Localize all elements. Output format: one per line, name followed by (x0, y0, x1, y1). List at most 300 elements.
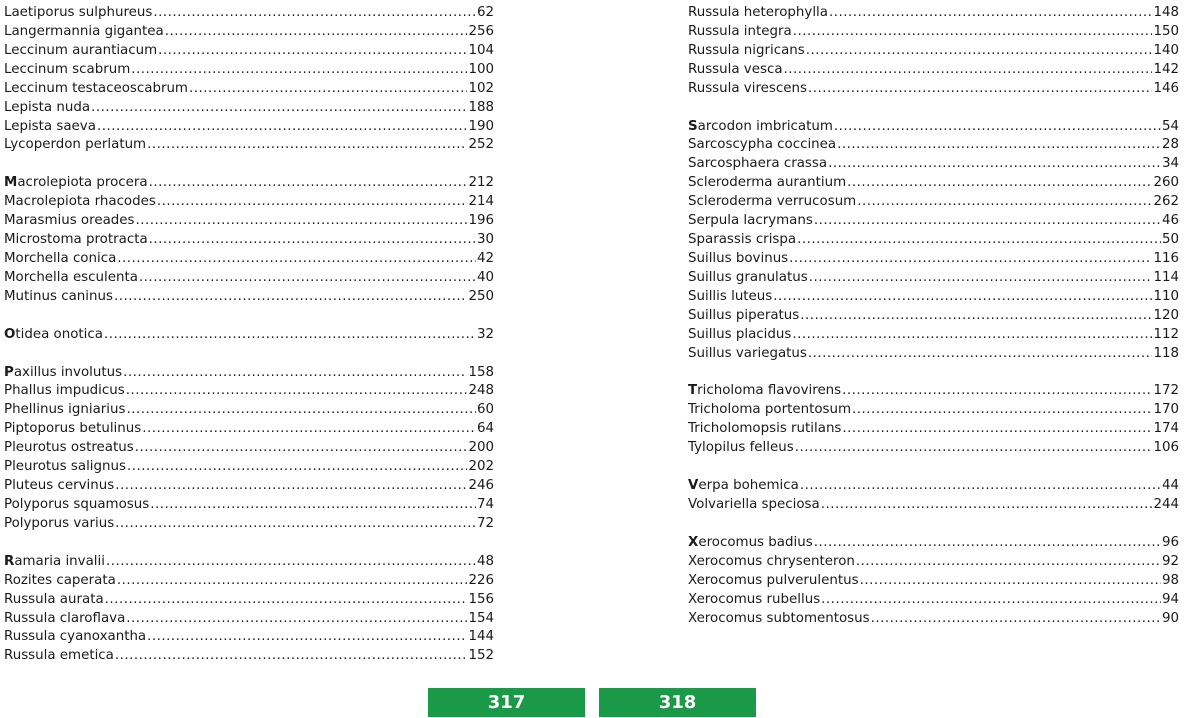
page-reference: 262 (1153, 194, 1179, 210)
page-reference: 248 (468, 383, 494, 399)
page-reference: 114 (1153, 269, 1179, 285)
page-reference: 226 (468, 572, 494, 588)
species-name-text: Xerocomus chrysenteron (688, 553, 855, 569)
page-reference: 212 (468, 175, 494, 191)
species-name (4, 99, 90, 118)
species-name (688, 307, 799, 326)
page-reference: 214 (468, 194, 494, 210)
species-name (688, 439, 794, 458)
index-entry (4, 591, 494, 610)
index-entry (4, 269, 494, 288)
dot-leader (834, 118, 1161, 137)
index-entry (4, 610, 494, 629)
species-name-text: Langermannia gigantea (4, 23, 164, 39)
species-name-text: Xerocomus pulverulentus (688, 572, 859, 588)
page-reference: 46 (1161, 213, 1179, 229)
species-name (4, 458, 126, 477)
species-name (688, 42, 805, 61)
dot-leader (127, 458, 467, 477)
species-name (4, 250, 116, 269)
dot-leader (149, 174, 468, 193)
page-reference: 44 (1161, 478, 1179, 494)
species-name (4, 42, 157, 61)
species-name (4, 269, 138, 288)
dot-leader (114, 288, 467, 307)
page-reference: 98 (1161, 572, 1179, 588)
index-entry (4, 193, 494, 212)
species-name-text: Piptoporus betulinus (4, 421, 142, 437)
species-name (4, 401, 126, 420)
species-name (4, 23, 164, 42)
index-entry (4, 288, 494, 307)
index-entry (688, 61, 1179, 80)
species-name-text: Phellinus igniarius (4, 402, 126, 418)
species-name (4, 591, 104, 610)
dot-leader (165, 23, 468, 42)
species-name-text: Leccinum testaceoscabrum (4, 80, 188, 96)
dot-leader (871, 610, 1161, 629)
species-name (688, 288, 772, 307)
section-initial: S (688, 118, 698, 134)
dot-leader (115, 515, 476, 534)
page-reference: 250 (468, 288, 494, 304)
page-reference: 104 (468, 42, 494, 58)
species-name (4, 610, 125, 629)
species-name (688, 193, 856, 212)
page-reference: 100 (468, 61, 494, 77)
species-name (688, 477, 799, 496)
dot-leader (847, 174, 1152, 193)
group-spacer (688, 99, 1179, 118)
index-entry (688, 553, 1179, 572)
species-name-text: arcodon imbricatum (697, 118, 833, 134)
species-name-text: Leccinum scabrum (4, 61, 131, 77)
section-initial: V (688, 478, 699, 494)
species-name-text: Suillus placidus (688, 326, 792, 342)
index-entry (688, 250, 1179, 269)
page-reference: 30 (476, 232, 494, 248)
species-name (4, 174, 148, 193)
page-reference: 62 (476, 5, 494, 20)
species-name (4, 572, 116, 591)
index-entry (688, 288, 1179, 307)
page-reference: 42 (476, 250, 494, 266)
page-reference: 172 (1153, 383, 1179, 399)
page-reference: 40 (476, 269, 494, 285)
species-name-text: Mutinus caninus (4, 288, 113, 304)
species-name-text: Rozites caperata (4, 572, 116, 588)
dot-leader (157, 193, 468, 212)
index-entry (688, 4, 1179, 23)
species-name (688, 553, 855, 572)
dot-leader (136, 212, 468, 231)
index-entry (688, 382, 1179, 401)
species-name (688, 212, 813, 231)
dot-leader (105, 591, 468, 610)
dot-leader (857, 193, 1152, 212)
index-entry (4, 42, 494, 61)
species-name (688, 118, 833, 137)
dot-leader (784, 61, 1153, 80)
species-name (688, 382, 841, 401)
species-name-text: Leccinum aurantiacum (4, 42, 158, 58)
dot-leader (117, 250, 476, 269)
index-entry (4, 80, 494, 99)
index-entry (4, 4, 494, 23)
species-name-text: Marasmius oreades (4, 213, 135, 229)
species-name (4, 288, 113, 307)
species-name (688, 136, 836, 155)
species-name-text: Russula emetica (4, 648, 114, 664)
index-entry (688, 496, 1179, 515)
species-name (688, 155, 827, 174)
species-name-text: Suillus variegatus (688, 345, 807, 361)
species-name-text: Morchella conica (4, 250, 117, 266)
dot-leader (842, 420, 1152, 439)
page-reference: 246 (468, 478, 494, 494)
index-entry (4, 420, 494, 439)
species-name (688, 231, 796, 250)
index-entry (688, 345, 1179, 364)
species-name (4, 382, 125, 401)
species-name-text: Sarcoscypha coccinea (688, 137, 837, 153)
index-entry (4, 326, 494, 345)
group-spacer (688, 364, 1179, 383)
index-entry (4, 231, 494, 250)
dot-leader (809, 269, 1153, 288)
dot-leader (104, 326, 476, 345)
species-name-text: Suillus piperatus (688, 307, 800, 323)
species-name (4, 61, 130, 80)
dot-leader (153, 4, 476, 23)
species-name (688, 420, 841, 439)
species-name-text: Tylopilus felleus (688, 440, 794, 456)
page-reference: 140 (1153, 42, 1179, 58)
species-name-text: axillus involutus (13, 364, 123, 380)
page-reference: 196 (468, 213, 494, 229)
species-name-text: Sarcosphaera crassa (688, 156, 828, 172)
index-entry (688, 193, 1179, 212)
dot-leader (189, 80, 467, 99)
index-entry (4, 458, 494, 477)
page-reference: 152 (468, 648, 494, 664)
page-reference: 244 (1153, 496, 1179, 512)
group-spacer (688, 515, 1179, 534)
page-reference: 94 (1161, 591, 1179, 607)
page-reference: 96 (1161, 534, 1179, 550)
dot-leader (135, 439, 468, 458)
dot-leader (806, 42, 1153, 61)
page-reference: 150 (1153, 23, 1179, 39)
page-reference: 200 (468, 440, 494, 456)
page-reference: 170 (1153, 402, 1179, 418)
species-name (688, 4, 828, 23)
dot-leader (792, 326, 1152, 345)
species-name (4, 496, 149, 515)
page-reference: 74 (476, 496, 494, 512)
index-entry (688, 269, 1179, 288)
dot-leader (800, 307, 1152, 326)
species-name (688, 572, 859, 591)
species-name-text: Macrolepiota rhacodes (4, 194, 156, 210)
species-name (688, 250, 788, 269)
species-name-text: Tricholomopsis rutilans (688, 421, 842, 437)
dot-leader (150, 496, 476, 515)
page-reference: 120 (1153, 307, 1179, 323)
species-name-text: Xerocomus rubellus (688, 591, 821, 607)
page-reference: 144 (468, 629, 494, 645)
species-name-text: Russula aurata (4, 591, 104, 607)
species-name-text: Russula nigricans (688, 42, 805, 58)
index-entry (688, 534, 1179, 553)
page-reference: 158 (468, 364, 494, 380)
species-name-text: Xerocomus subtomentosus (688, 610, 870, 626)
page-reference: 110 (1153, 288, 1179, 304)
species-name-text: Lycoperdon perlatum (4, 137, 147, 153)
page-reference: 188 (468, 99, 494, 115)
page-reference: 256 (468, 23, 494, 39)
page-reference: 174 (1153, 421, 1179, 437)
page-number-left: 317 (428, 688, 585, 717)
dot-leader (127, 401, 476, 420)
group-spacer (4, 155, 494, 174)
page-reference: 48 (476, 553, 494, 569)
species-name (4, 647, 114, 666)
species-name (688, 80, 807, 99)
index-entry (688, 42, 1179, 61)
section-initial: R (4, 553, 15, 569)
dot-leader (837, 136, 1161, 155)
dot-leader (142, 420, 476, 439)
index-entry (4, 496, 494, 515)
species-name-text: Laetiporus sulphureus (4, 5, 153, 20)
species-name (688, 61, 783, 80)
species-name (688, 610, 870, 629)
species-name (4, 136, 146, 155)
page-reference: 146 (1153, 80, 1179, 96)
species-name (688, 345, 807, 364)
page-reference: 118 (1153, 345, 1179, 361)
index-entry (688, 231, 1179, 250)
dot-leader (797, 231, 1161, 250)
species-name-text: tidea onotica (15, 326, 103, 342)
species-name (4, 326, 103, 345)
index-entry (688, 307, 1179, 326)
species-name (4, 515, 114, 534)
dot-leader (860, 572, 1161, 591)
index-entry (688, 174, 1179, 193)
section-initial: M (4, 175, 18, 191)
dot-leader (139, 269, 476, 288)
index-entry (4, 628, 494, 647)
dot-leader (789, 250, 1152, 269)
page-reference: 54 (1161, 118, 1179, 134)
dot-leader (126, 382, 468, 401)
dot-leader (149, 231, 476, 250)
dot-leader (852, 401, 1152, 420)
group-spacer (4, 345, 494, 364)
group-spacer (688, 458, 1179, 477)
species-name-text: Russula virescens (688, 80, 807, 96)
index-entry (4, 61, 494, 80)
species-name-text: Morchella esculenta (4, 269, 138, 285)
dot-leader (808, 80, 1152, 99)
species-name-text: Polyporus varius (4, 515, 115, 531)
dot-leader (856, 553, 1161, 572)
dot-leader (795, 439, 1153, 458)
index-entry (4, 99, 494, 118)
dot-leader (821, 591, 1161, 610)
section-initial: T (688, 383, 698, 399)
index-entry (4, 572, 494, 591)
dot-leader (821, 496, 1153, 515)
index-entry (4, 382, 494, 401)
species-name-text: Suillus granulatus (688, 269, 808, 285)
index-entry (4, 118, 494, 137)
index-entry (4, 364, 494, 383)
dot-leader (773, 288, 1152, 307)
dot-leader (814, 534, 1161, 553)
species-name-text: erpa bohemica (698, 478, 799, 494)
index-entry (4, 136, 494, 155)
species-name (4, 118, 96, 137)
species-name (4, 439, 134, 458)
index-entry (688, 477, 1179, 496)
index-entry (688, 212, 1179, 231)
species-name (688, 23, 792, 42)
index-entry (688, 420, 1179, 439)
index-entry (688, 155, 1179, 174)
index-entry (4, 515, 494, 534)
page-reference: 102 (468, 80, 494, 96)
group-spacer (4, 307, 494, 326)
index-entry (4, 401, 494, 420)
species-name (4, 420, 141, 439)
species-name (4, 628, 146, 647)
page-reference: 106 (1153, 440, 1179, 456)
species-name (4, 477, 114, 496)
species-name-text: Pluteus cervinus (4, 478, 115, 494)
page-reference: 252 (468, 137, 494, 153)
species-name-text: Pleurotus ostreatus (4, 440, 134, 456)
index-entry (4, 250, 494, 269)
index-entry (688, 401, 1179, 420)
dot-leader (158, 42, 467, 61)
dot-leader (800, 477, 1161, 496)
index-entry (4, 477, 494, 496)
species-name-text: Russula claroflava (4, 610, 126, 626)
index-entry (4, 23, 494, 42)
species-name-text: Pleurotus salignus (4, 459, 126, 475)
species-name (4, 193, 156, 212)
species-name-text: Scleroderma verrucosum (688, 194, 857, 210)
page-reference: 64 (476, 421, 494, 437)
species-name (688, 591, 820, 610)
dot-leader (126, 610, 467, 629)
page-reference: 156 (468, 591, 494, 607)
group-spacer (4, 534, 494, 553)
dot-leader (97, 118, 468, 137)
species-name-text: Russula integra (688, 23, 792, 39)
page-reference: 190 (468, 118, 494, 134)
species-name (4, 80, 188, 99)
index-entry (4, 212, 494, 231)
section-initial: X (688, 534, 699, 550)
page-reference: 202 (468, 459, 494, 475)
species-name-text: Phallus impudicus (4, 383, 125, 399)
page-reference: 112 (1153, 326, 1179, 342)
index-entry (688, 572, 1179, 591)
dot-leader (123, 364, 467, 383)
dot-leader (115, 647, 468, 666)
section-initial: O (4, 326, 16, 342)
dot-leader (793, 23, 1153, 42)
species-name (688, 326, 791, 345)
page-reference: 72 (476, 515, 494, 531)
page-reference: 90 (1161, 610, 1179, 626)
dot-leader (828, 155, 1161, 174)
page-reference: 28 (1161, 137, 1179, 153)
dot-leader (147, 628, 467, 647)
page-reference: 260 (1153, 175, 1179, 191)
species-name (688, 401, 851, 420)
index-entry (688, 136, 1179, 155)
species-name-text: Suillus bovinus (688, 250, 789, 266)
index-column-right (688, 4, 1179, 628)
species-name-text: Suillis luteus (688, 288, 773, 304)
page-reference: 142 (1153, 61, 1179, 77)
species-name-text: richoloma flavovirens (697, 383, 842, 399)
species-name (688, 269, 808, 288)
species-name-text: Polyporus squamosus (4, 496, 150, 512)
species-name (4, 553, 105, 572)
species-name-text: Lepista saeva (4, 118, 96, 134)
species-name-text: Microstoma protracta (4, 232, 148, 248)
index-entry (688, 23, 1179, 42)
index-entry (688, 326, 1179, 345)
species-name-text: Sparassis crispa (688, 232, 797, 248)
dot-leader (808, 345, 1153, 364)
dot-leader (842, 382, 1152, 401)
species-name-text: Scleroderma aurantium (688, 175, 847, 191)
species-name-text: Volvariella speciosa (688, 496, 820, 512)
species-name-text: Russula vesca (688, 61, 783, 77)
index-entry (688, 80, 1179, 99)
species-name-text: Lepista nuda (4, 99, 91, 115)
page-reference: 148 (1153, 5, 1179, 20)
index-entry (4, 647, 494, 666)
species-name-text: amaria invalii (14, 553, 105, 569)
page-reference: 92 (1161, 553, 1179, 569)
species-name-text: Russula heterophylla (688, 5, 828, 20)
species-name-text: Serpula lacrymans (688, 213, 813, 229)
page-reference: 154 (468, 610, 494, 626)
species-name-text: Tricholoma portentosum (688, 402, 852, 418)
page-reference: 32 (476, 326, 494, 342)
dot-leader (147, 136, 467, 155)
index-column-left (4, 4, 494, 666)
species-name-text: acrolepiota procera (17, 175, 148, 191)
dot-leader (829, 4, 1152, 23)
index-entry (4, 174, 494, 193)
dot-leader (115, 477, 467, 496)
species-name (688, 534, 813, 553)
species-name (4, 4, 152, 23)
index-entry (4, 439, 494, 458)
dot-leader (117, 572, 468, 591)
section-initial: P (4, 364, 14, 380)
index-entry (688, 610, 1179, 629)
